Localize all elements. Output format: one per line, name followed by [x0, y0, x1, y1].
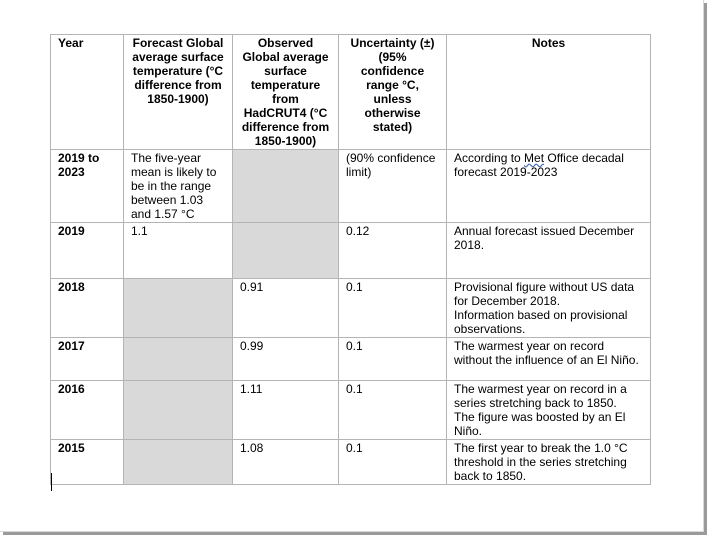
forecast-cell	[124, 440, 233, 485]
table-row	[51, 440, 651, 485]
year-cell: 2018	[51, 279, 124, 338]
header-year: Year	[51, 35, 124, 150]
uncertainty-cell: (90% confidence limit)	[339, 150, 447, 223]
temperature-table	[50, 34, 651, 485]
header-notes: Notes	[447, 35, 651, 150]
text-cursor	[51, 473, 52, 491]
table-row	[51, 381, 651, 440]
notes-cell: The first year to break the 1.0 °C threshold in the series stretching back to 1850.	[447, 440, 651, 485]
spellcheck-word: Met	[524, 151, 545, 165]
notes-cell: Annual forecast issued December 2018.	[447, 223, 651, 279]
year-cell: 2019	[51, 223, 124, 279]
forecast-cell: 1.1	[124, 223, 233, 279]
observed-cell: 0.91	[233, 279, 339, 338]
uncertainty-cell: 0.1	[339, 338, 447, 381]
observed-cell	[233, 223, 339, 279]
uncertainty-cell: 0.1	[339, 381, 447, 440]
uncertainty-cell: 0.12	[339, 223, 447, 279]
notes-cell: Provisional figure without US data for December 2018. Information based on provisional observations.	[447, 279, 651, 338]
header-forecast: Forecast Global average surface temperature (°C difference from 1850-1900)	[124, 35, 233, 150]
uncertainty-cell: 0.1	[339, 440, 447, 485]
table-row	[51, 338, 651, 381]
uncertainty-cell: 0.1	[339, 279, 447, 338]
forecast-cell	[124, 279, 233, 338]
observed-cell	[233, 150, 339, 223]
observed-cell: 0.99	[233, 338, 339, 381]
year-cell: 2017	[51, 338, 124, 381]
forecast-cell	[124, 338, 233, 381]
header-uncertainty: Uncertainty (±) (95% confidence range °C, unless otherwise stated)	[339, 35, 447, 150]
notes-cell: The warmest year on record without the influence of an El Niño.	[447, 338, 651, 381]
forecast-cell: The five-year mean is likely to be in the range between 1.03 and 1.57 °C	[124, 150, 233, 223]
header-row	[51, 35, 651, 150]
year-cell: 2016	[51, 381, 124, 440]
year-cell: 2019 to 2023	[51, 150, 124, 223]
notes-cell: The warmest year on record in a series stretching back to 1850. The figure was boosted by an El Niño.	[447, 381, 651, 440]
forecast-cell	[124, 381, 233, 440]
table-row	[51, 279, 651, 338]
observed-cell: 1.11	[233, 381, 339, 440]
table-row	[51, 150, 651, 223]
observed-cell: 1.08	[233, 440, 339, 485]
year-cell: 2015	[51, 440, 124, 485]
notes-cell: According to Met Office decadal forecast 2019-2023	[447, 150, 651, 223]
header-observed: Observed Global average surface temperature from HadCRUT4 (°C difference from 1850-1900)	[233, 35, 339, 150]
table-row	[51, 223, 651, 279]
